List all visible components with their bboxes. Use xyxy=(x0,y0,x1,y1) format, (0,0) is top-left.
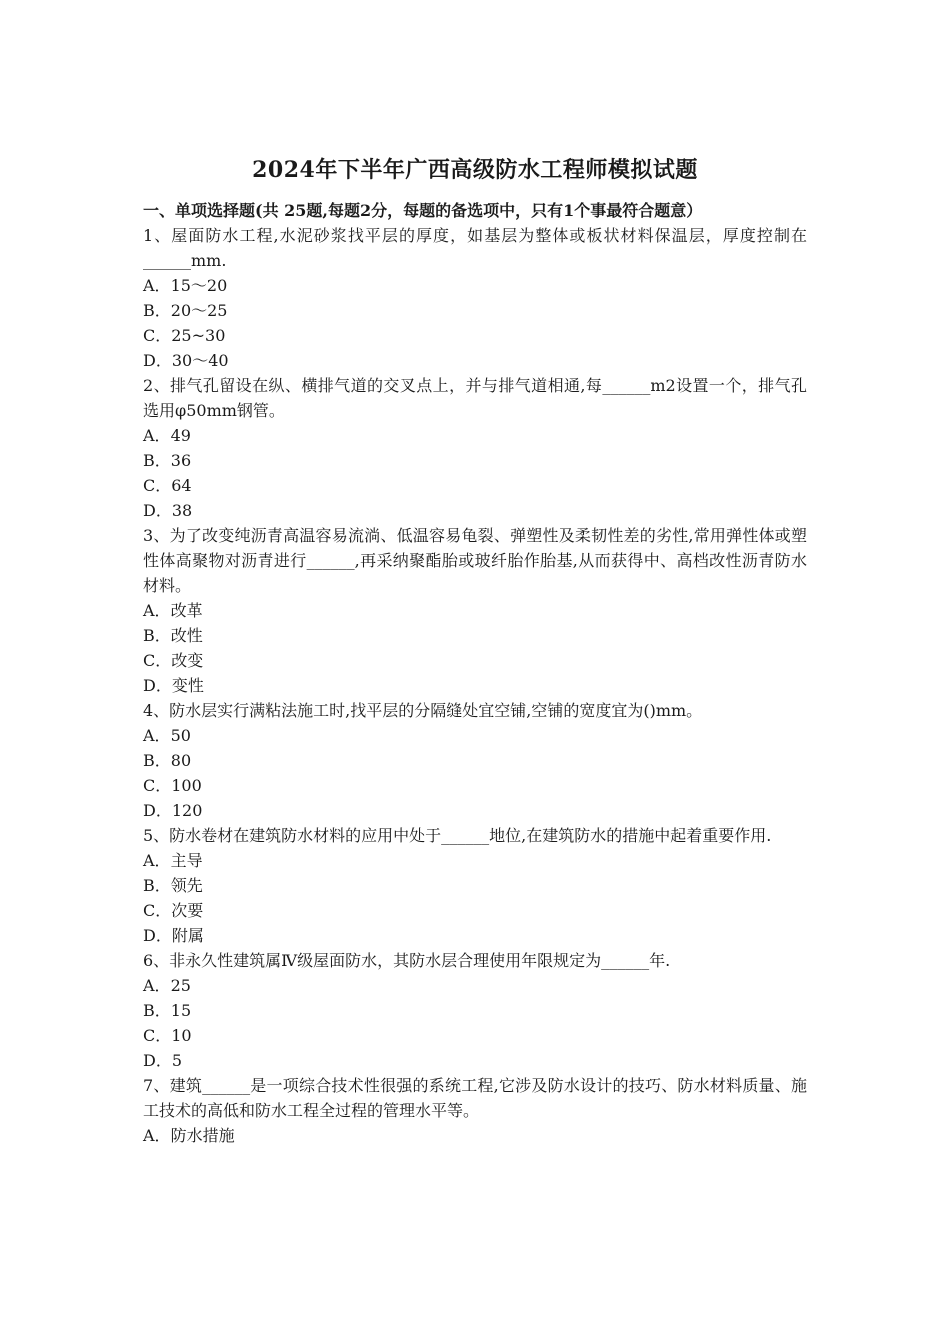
option-letter: A． xyxy=(143,276,171,295)
question-text: 1、屋面防水工程,水泥砂浆找平层的厚度，如基层为整体或板状材料保温层，厚度控制在______mm. xyxy=(143,226,807,270)
option-text: 改革 xyxy=(170,601,203,620)
answer-option xyxy=(143,873,807,898)
option-text: 64 xyxy=(171,476,192,495)
option-text: 变性 xyxy=(171,676,204,695)
answer-option xyxy=(143,998,807,1023)
option-letter: B． xyxy=(143,626,171,645)
answer-option xyxy=(143,298,807,323)
question-text: 3、为了改变纯沥青高温容易流淌、低温容易龟裂、弹塑性及柔韧性差的劣性,常用弹性体或塑性体高聚物对沥青进行______,再采纳聚酯胎或玻纤胎作胎基,从而获得中、高档改性沥青防水材料。 xyxy=(143,526,807,595)
option-letter: C． xyxy=(143,901,172,920)
option-text: 80 xyxy=(170,751,192,770)
option-letter: A． xyxy=(143,851,171,870)
answer-option xyxy=(143,448,807,473)
question-item xyxy=(143,823,807,948)
option-text: 10 xyxy=(171,1026,192,1045)
option-text: 100 xyxy=(171,776,202,795)
section-header: 一、单项选择题(共 25题,每题2分，每题的备选项中，只有1个事最符合题意） xyxy=(143,201,703,220)
option-text: 改变 xyxy=(171,651,204,670)
option-letter: B． xyxy=(143,751,171,770)
answer-option xyxy=(143,623,807,648)
answer-option xyxy=(143,1048,807,1073)
option-letter: A． xyxy=(143,426,171,445)
option-letter: C． xyxy=(143,476,172,495)
option-letter: D． xyxy=(143,1051,172,1070)
answer-option xyxy=(143,673,807,698)
answer-option xyxy=(143,498,807,523)
option-text: 38 xyxy=(171,501,193,520)
answer-option xyxy=(143,723,807,748)
answer-option xyxy=(143,348,807,373)
option-letter: C． xyxy=(143,651,172,670)
answer-option xyxy=(143,273,807,298)
option-letter: D． xyxy=(143,676,172,695)
document-content xyxy=(143,150,807,1148)
option-text: 附属 xyxy=(171,926,204,945)
option-text: 主导 xyxy=(170,851,203,870)
option-text: 改性 xyxy=(170,626,203,645)
option-letter: B． xyxy=(143,1001,171,1020)
option-text: 领先 xyxy=(170,876,203,895)
question-item xyxy=(143,948,807,1073)
option-text: 120 xyxy=(171,801,203,820)
answer-option xyxy=(143,973,807,998)
option-text: 25~30 xyxy=(171,326,226,345)
answer-option xyxy=(143,1023,807,1048)
option-text: 36 xyxy=(170,451,192,470)
option-letter: C． xyxy=(143,326,172,345)
option-letter: B． xyxy=(143,451,171,470)
question-item xyxy=(143,223,807,373)
answer-option xyxy=(143,848,807,873)
option-letter: D． xyxy=(143,351,172,370)
answer-option xyxy=(143,423,807,448)
option-letter: A． xyxy=(143,976,171,995)
question-text: 4、防水层实行满粘法施工时,找平层的分隔缝处宜空铺,空铺的宽度宜为()mm。 xyxy=(143,701,703,720)
option-text: 49 xyxy=(170,426,191,445)
option-letter: A． xyxy=(143,726,171,745)
option-text: 防水措施 xyxy=(170,1126,235,1145)
option-text: 25 xyxy=(170,976,191,995)
option-text: 15 xyxy=(170,1001,192,1020)
answer-option xyxy=(143,648,807,673)
option-letter: A． xyxy=(143,601,171,620)
option-letter: D． xyxy=(143,501,172,520)
option-letter: A． xyxy=(143,1126,171,1145)
option-letter: B． xyxy=(143,876,171,895)
question-item xyxy=(143,698,807,823)
option-text: 次要 xyxy=(171,901,204,920)
option-letter: B． xyxy=(143,301,171,320)
page-title: 2024年下半年广西高级防水工程师模拟试题 xyxy=(252,157,698,183)
question-text: 5、防水卷材在建筑防水材料的应用中处于______地位,在建筑防水的措施中起着重要作用. xyxy=(143,826,772,845)
option-text: 5 xyxy=(171,1051,183,1070)
answer-option xyxy=(143,323,807,348)
option-letter: C． xyxy=(143,776,172,795)
question-text: 2、排气孔留设在纵、横排气道的交叉点上，并与排气道相通,每______m2设置一个，排气孔选用φ50mm钢管。 xyxy=(143,376,807,420)
option-letter: D． xyxy=(143,801,172,820)
answer-option xyxy=(143,923,807,948)
answer-option xyxy=(143,1123,807,1148)
answer-option xyxy=(143,748,807,773)
option-text: 50 xyxy=(170,726,191,745)
question-item xyxy=(143,523,807,698)
answer-option xyxy=(143,773,807,798)
question-text: 7、建筑______是一项综合技术性很强的系统工程,它涉及防水设计的技巧、防水材料质量、施工技术的高低和防水工程全过程的管理水平等。 xyxy=(143,1076,807,1120)
option-text: 30～40 xyxy=(171,351,229,370)
question-item xyxy=(143,373,807,523)
answer-option xyxy=(143,898,807,923)
option-text: 15～20 xyxy=(170,276,228,295)
question-item xyxy=(143,1073,807,1148)
option-text: 20～25 xyxy=(170,301,228,320)
answer-option xyxy=(143,473,807,498)
option-letter: D． xyxy=(143,926,172,945)
question-list xyxy=(143,223,807,1148)
option-letter: C． xyxy=(143,1026,172,1045)
answer-option xyxy=(143,798,807,823)
answer-option xyxy=(143,598,807,623)
question-text: 6、非永久性建筑属Ⅳ级屋面防水，其防水层合理使用年限规定为______年. xyxy=(143,951,671,970)
